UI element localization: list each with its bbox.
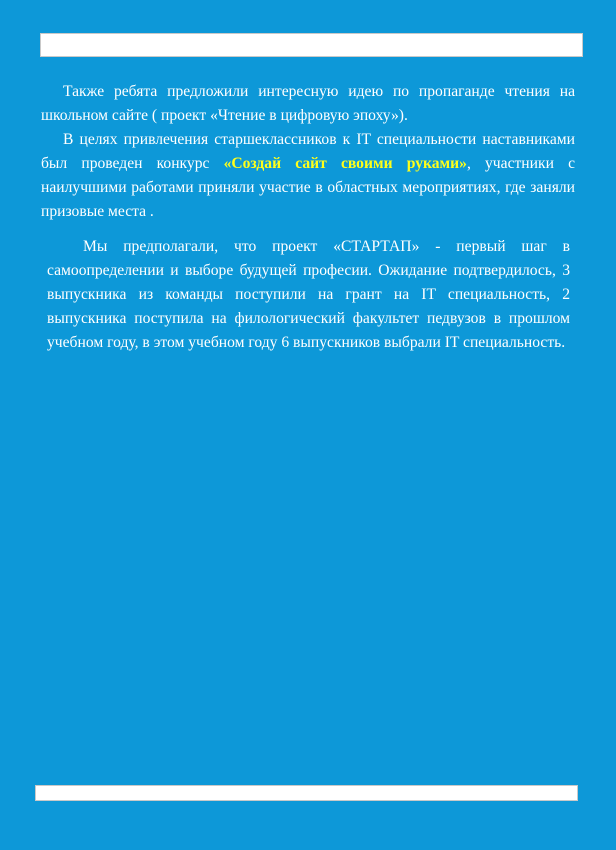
paragraph-website-contest <box>41 128 575 224</box>
paragraph-promotion-idea <box>41 80 575 128</box>
text-block-upper <box>41 80 575 224</box>
bottom-white-bar <box>35 785 578 801</box>
text-block-lower <box>47 235 570 355</box>
paragraph-2-text-before: В целях привлечения старшеклассников к IT специальности наставниками был проведен конкурс <box>41 131 575 172</box>
paragraph-2-text-after: , участники с наилучшими работами приняли участие в областных мероприятиях, где заняли призовые места . <box>41 155 575 220</box>
paragraph-startup-results <box>47 235 570 355</box>
contest-name-highlight: «Создай сайт своими руками» <box>223 155 467 172</box>
paragraph-1-text: Также ребята предложили интересную идею по пропаганде чтения на школьном сайте ( проект «Чтение в цифровую эпоху»). <box>41 83 575 124</box>
top-white-bar <box>40 33 583 57</box>
paragraph-3-text: Мы предполагали, что проект «СТАРТАП» - первый шаг в самоопределении и выборе будущей професии. Ожидание подтвердилось, 3 выпускника из команды поступили на грант на IT специальность, 2 выпускника поступила на филологический факультет педвузов в прошлом учебном году, в этом учебном году 6 выпускников выбрали IT специальность. <box>47 238 570 351</box>
